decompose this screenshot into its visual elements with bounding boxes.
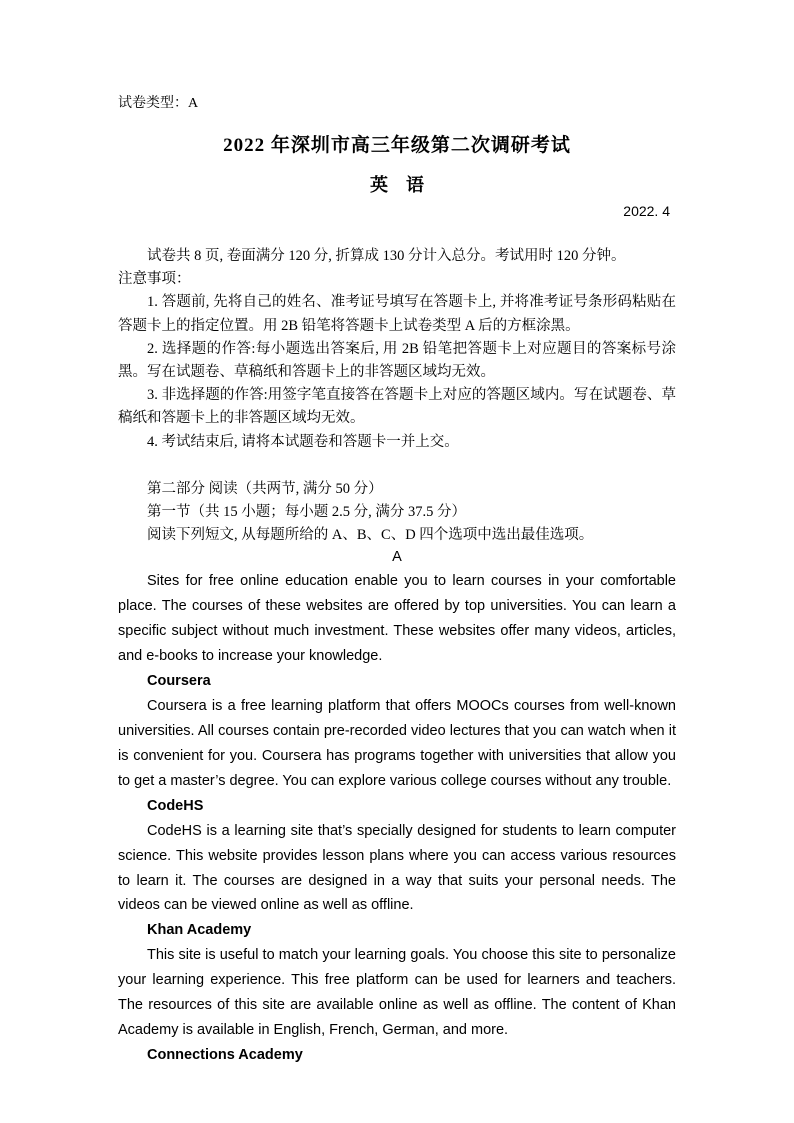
exam-intro: 试卷共 8 页, 卷面满分 120 分, 折算成 130 分计入总分。考试用时 120 分钟。 — [147, 248, 626, 264]
note-item-4: 4. 考试结束后, 请将本试题卷和答题卡一并上交。 — [147, 433, 459, 450]
passage-heading-codehs: CodeHS — [147, 797, 204, 814]
passage-paragraph-khan-academy: This site is useful to match your learning goals. You choose this site to personalize your learning experience. This free platform can be used for learners and teachers. The resources of this site are available online as well as offline. The content of Khan Academy is available in English, French, German, and more. — [118, 947, 676, 1039]
note-item-2: 2. 选择题的作答:每小题选出答案后, 用 2B 铅笔把答题卡上对应题目的答案标号涂黑。写在试题卷、草稿纸和答题卡上的非答题区域均无效。 — [118, 340, 676, 380]
passage-heading-coursera: Coursera — [147, 673, 211, 689]
passage-paragraph-codehs: CodeHS is a learning site that’s specially designed for students to learn computer science. This website provides lesson plans where you can access various resources to learn it. The courses are designed in a way that suits your personal needs. The videos can be viewed online as well as offline. — [118, 822, 676, 914]
exam-date: 2022. 4 — [623, 203, 670, 219]
subject-title: 英 语 — [370, 175, 424, 195]
section-header — [118, 478, 676, 548]
passage-intro-paragraph: Sites for free online education enable you to learn courses in your comfortable place. The courses of these websites are offered by top universities. You can learn a specific subject without much investment. These websites offer many videos, articles, and e-books to increase your knowledge. — [118, 573, 676, 665]
section-node-title: 第一节（共 15 小题；每小题 2.5 分, 满分 37.5 分） — [147, 503, 466, 520]
passage-paragraph-coursera: Coursera is a free learning platform that offers MOOCs courses from well-known universities. All courses contain pre-recorded video lectures that you can watch when it is convenient for you. Coursera has programs together with universities that allow you to get a master’s degree. You can explore various college courses without any trouble. — [118, 697, 676, 789]
passage-heading-connections-academy: Connections Academy — [147, 1047, 303, 1064]
passage-heading-khan-academy: Khan Academy — [147, 922, 252, 939]
note-item-3: 3. 非选择题的作答:用签字笔直接答在答题卡上对应的答题区域内。写在试题卷、草稿纸和答题卡上的非答题区域均无效。 — [118, 387, 676, 427]
reading-passage — [118, 569, 676, 1068]
note-item-1: 1. 答题前, 先将自己的姓名、准考证号填写在答题卡上, 并将准考证号条形码粘贴在答题卡上的指定位置。用 2B 铅笔将答题卡上试卷类型 A 后的方框涂黑。 — [118, 294, 676, 334]
passage-label: A — [392, 549, 402, 566]
notes-title: 注意事项： — [118, 271, 191, 288]
section-instruction: 阅读下列短文, 从每题所给的 A、B、C、D 四个选项中选出最佳选项。 — [147, 527, 594, 544]
section-part-title: 第二部分 阅读（共两节, 满分 50 分） — [147, 480, 383, 497]
paper-type-label: 试卷类型：A — [118, 96, 199, 111]
exam-title: 2022 年深圳市高三年级第二次调研考试 — [223, 135, 571, 156]
